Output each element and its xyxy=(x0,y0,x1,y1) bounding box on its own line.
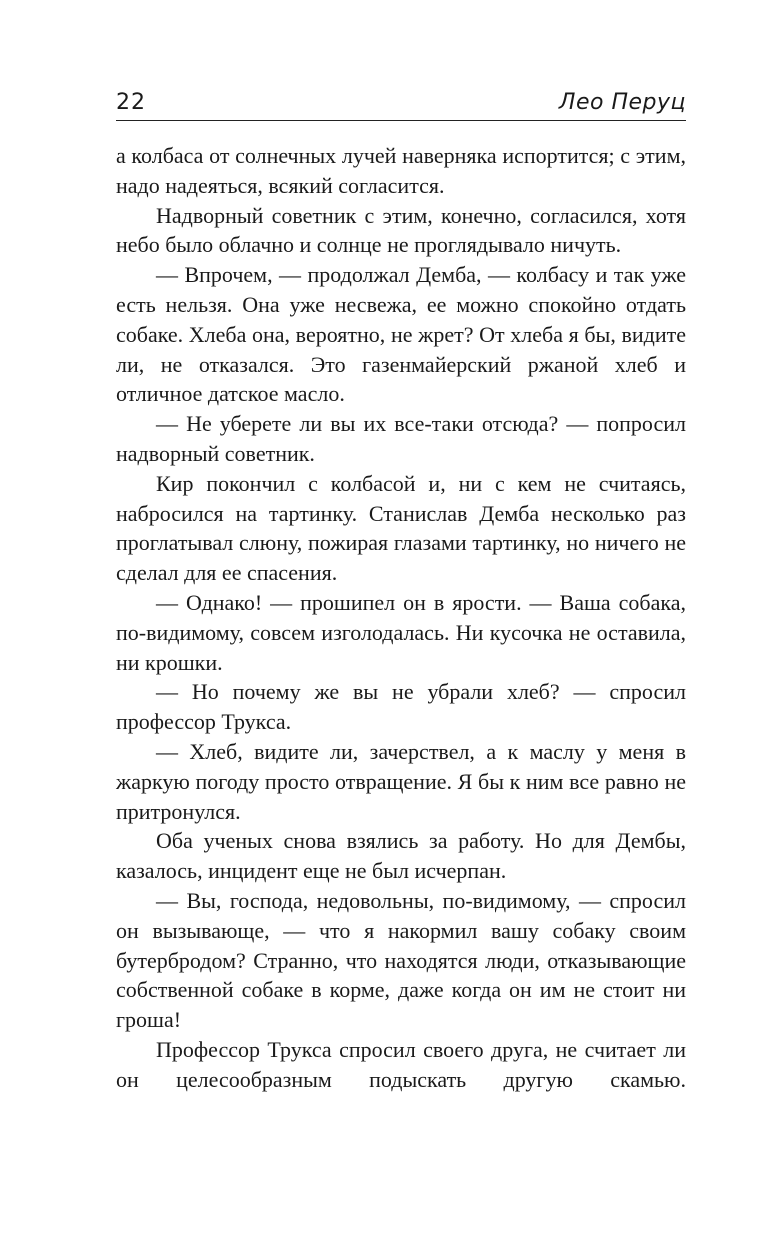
paragraph: — Однако! — прошипел он в ярости. — Ваша собака, по-видимому, совсем изголодалась. Ни кусочка не оставила, ни крошки. xyxy=(116,589,686,675)
paragraph: — Не уберете ли вы их все-таки отсюда? — попросил надворный советник. xyxy=(116,411,686,466)
paragraph: а колбаса от солнечных лучей наверняка испортится; с этим, надо надеяться, всякий согласится. xyxy=(116,143,686,198)
paragraph: Оба ученых снова взялись за работу. Но для Дембы, казалось, инцидент еще не был исчерпан. xyxy=(116,828,686,884)
page-number: 22 xyxy=(116,90,146,115)
paragraph: — Но почему же вы не убрали хлеб? — спросил профессор Трукса. xyxy=(116,679,686,735)
book-page xyxy=(116,86,686,1095)
body-text xyxy=(116,141,686,1095)
paragraph: Кир покончил с колбасой и, ни с кем не считаясь, набросился на тартинку. Станислав Демба несколько раз проглатывал слюну, пожирая глазами тартинку, но ничего не сделал для ее спасения. xyxy=(116,470,686,586)
paragraph: Надворный советник с этим, конечно, согласился, хотя небо было облачно и солнце не проглядывало ничуть. xyxy=(116,202,686,258)
paragraph: — Впрочем, — продолжал Демба, — колбасу и так уже есть нельзя. Она уже несвежа, ее можно спокойно отдать собаке. Хлеба она, вероятно, не жрет? От хлеба я бы, видите ли, не отказался. Это газенмайерский ржаной хлеб и отличное датское масло. xyxy=(116,262,686,407)
author-name: Лео Перуц xyxy=(558,90,686,115)
running-header xyxy=(116,86,686,121)
paragraph: — Хлеб, видите ли, зачерствел, а к маслу у меня в жаркую погоду просто отвращение. Я бы к ним все равно не притронулся. xyxy=(116,738,686,824)
paragraph: Профессор Трукса спросил своего друга, не считает ли он целесообразным подыскать другую скамью. xyxy=(116,1036,686,1092)
paragraph: — Вы, господа, недовольны, по-видимому, — спросил он вызывающе, — что я накормил вашу собаку своим бутербродом? Странно, что находятся люди, отказывающие собственной собаке в корме, даже когда он им не стоит ни гроша! xyxy=(116,887,686,1033)
